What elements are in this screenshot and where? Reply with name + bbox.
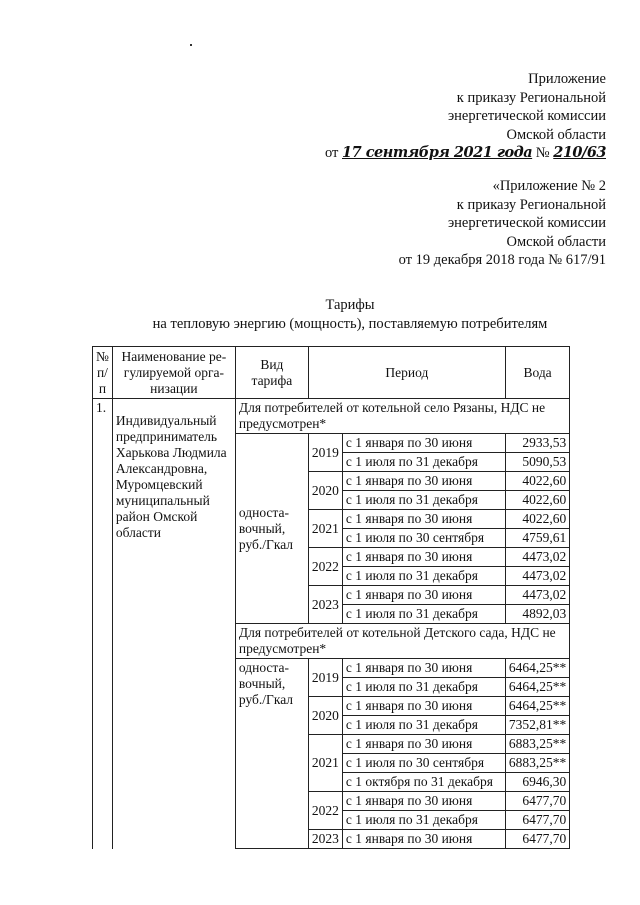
value-cell: 6464,25** [505, 697, 569, 716]
year-cell: 2020 [308, 472, 342, 510]
period-cell: с 1 января по 30 июня [342, 548, 505, 567]
document-title: Тарифы [325, 297, 375, 313]
period-cell: с 1 января по 30 июня [342, 586, 505, 605]
value-cell: 6477,70 [505, 811, 569, 830]
period-cell: с 1 июля по 30 сентября [342, 754, 505, 773]
period-cell: с 1 января по 30 июня [342, 510, 505, 529]
value-cell: 6946,30 [505, 773, 569, 792]
period-cell: с 1 января по 30 июня [342, 659, 505, 678]
period-cell: с 1 января по 30 июня [342, 792, 505, 811]
value-cell: 4022,60 [505, 491, 569, 510]
value-cell: 4022,60 [505, 472, 569, 491]
year-cell: 2019 [308, 659, 342, 697]
value-cell: 4473,02 [505, 567, 569, 586]
appendix-line: энергетической комиссии [447, 108, 606, 124]
section-title-row [93, 399, 570, 434]
order-reference [325, 144, 606, 163]
period-cell: с 1 июля по 31 декабря [342, 491, 505, 510]
period-cell: с 1 июля по 31 декабря [342, 567, 505, 586]
period-cell: с 1 июля по 31 декабря [342, 678, 505, 697]
year-cell: 2021 [308, 735, 342, 792]
appendix2-line: от 19 декабря 2018 года № 617/91 [398, 252, 606, 268]
year-cell: 2019 [308, 434, 342, 472]
value-cell: 6477,70 [505, 830, 569, 849]
value-cell: 5090,53 [505, 453, 569, 472]
value-cell: 4473,02 [505, 586, 569, 605]
period-cell: с 1 июля по 31 декабря [342, 453, 505, 472]
tariff-type: односта-вочный, руб./Гкал [235, 659, 308, 849]
appendix2-header [399, 177, 606, 270]
period-cell: с 1 января по 30 июня [342, 434, 505, 453]
value-cell: 6464,25** [505, 678, 569, 697]
value-cell: 4473,02 [505, 548, 569, 567]
year-cell: 2020 [308, 697, 342, 735]
value-cell: 6883,25** [505, 754, 569, 773]
order-prefix: от [324, 145, 339, 161]
organization-name: Индивидуальный предприниматель Харькова Людмила Александровна, Муромцевский муниципальный район Омской области [112, 399, 235, 849]
section-title: Для потребителей от котельной село Рязаны, НДС не предусмотрен* [235, 399, 569, 434]
appendix2-line: Омской области [506, 233, 606, 250]
value-cell: 4022,60 [505, 510, 569, 529]
document-subtitle: на тепловую энергию (мощность), поставляемую потребителям [152, 316, 548, 332]
year-cell: 2022 [308, 792, 342, 830]
appendix-line: Омской области [506, 126, 606, 143]
table-header-row [93, 347, 570, 399]
value-cell: 6477,70 [505, 792, 569, 811]
period-cell: с 1 января по 30 июня [342, 697, 505, 716]
header-period: Период [308, 347, 505, 399]
appendix-header [325, 70, 606, 163]
period-cell: с 1 июля по 31 декабря [342, 716, 505, 735]
handwritten-order-number: 210/63 [553, 144, 606, 161]
header-type: Вид тарифа [235, 347, 308, 399]
appendix2-line: к приказу Региональной [456, 196, 606, 213]
year-cell: 2023 [308, 830, 342, 849]
value-cell: 4759,61 [505, 529, 569, 548]
row-number: 1. [93, 399, 113, 849]
tariff-type: односта-вочный, руб./Гкал [235, 434, 308, 624]
value-cell: 6464,25** [505, 659, 569, 678]
value-cell: 4892,03 [505, 605, 569, 624]
period-cell: с 1 января по 30 июня [342, 735, 505, 754]
value-cell: 2933,53 [505, 434, 569, 453]
section-title: Для потребителей от котельной Детского сада, НДС не предусмотрен* [235, 624, 569, 659]
scan-speck [190, 44, 192, 46]
appendix2-line: «Приложение № 2 [492, 178, 606, 194]
appendix-line: Приложение [528, 71, 606, 87]
header-water: Вода [505, 347, 569, 399]
period-cell: с 1 октября по 31 декабря [342, 773, 505, 792]
value-cell: 7352,81** [505, 716, 569, 735]
handwritten-date: 17 сентября 2021 года [342, 144, 533, 161]
appendix-line: к приказу Региональной [456, 89, 606, 106]
tariff-table [92, 346, 570, 849]
appendix2-line: энергетической комиссии [447, 215, 606, 231]
period-cell: с 1 января по 30 июня [342, 472, 505, 491]
year-cell: 2023 [308, 586, 342, 624]
year-cell: 2021 [308, 510, 342, 548]
period-cell: с 1 января по 30 июня [342, 830, 505, 849]
order-number-label: № [535, 145, 550, 161]
header-org: Наименование ре-гулируемой орга-низации [112, 347, 235, 399]
header-no: № п/ п [93, 347, 113, 399]
year-cell: 2022 [308, 548, 342, 586]
period-cell: с 1 июля по 30 сентября [342, 529, 505, 548]
period-cell: с 1 июля по 31 декабря [342, 811, 505, 830]
period-cell: с 1 июля по 31 декабря [342, 605, 505, 624]
value-cell: 6883,25** [505, 735, 569, 754]
